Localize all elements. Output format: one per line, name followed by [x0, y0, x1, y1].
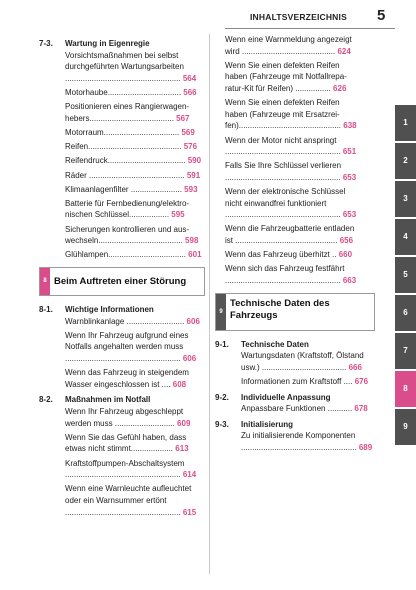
toc-entry-line — [65, 418, 205, 430]
toc-entry-text: Glühlampen................................... — [65, 250, 186, 260]
section-title: Maßnahmen im Notfall — [65, 395, 151, 405]
toc-entry-text: Wenn Ihr Fahrzeug abgeschleppt — [65, 406, 184, 416]
toc-entry-line — [65, 101, 205, 113]
toc-entry-line — [65, 432, 205, 444]
toc-page-number: 595 — [171, 210, 185, 220]
toc-entry-text: haben (Fahrzeuge mit Notfallrepa- — [225, 72, 347, 82]
toc-entry-line — [65, 316, 205, 328]
toc-entry-line — [225, 249, 375, 261]
toc-entry-line — [225, 235, 375, 247]
toc-entry-line — [65, 379, 205, 391]
toc-page-number: 598 — [185, 236, 199, 246]
toc-page-number: 613 — [175, 444, 189, 454]
toc-entry[interactable] — [39, 367, 205, 390]
section-heading — [39, 394, 205, 406]
section-heading — [215, 339, 375, 351]
section-number: 9-2. — [215, 392, 229, 402]
section-number: 9-1. — [215, 339, 229, 349]
toc-page-number: 653 — [342, 210, 357, 220]
toc-entry-text: Reifen.......................................... — [65, 142, 182, 152]
chapter-tab-6[interactable]: 6 — [395, 295, 416, 331]
toc-page-number: 593 — [184, 184, 198, 194]
section-number: 9-3. — [215, 419, 229, 429]
toc-entry-line — [65, 155, 205, 167]
toc-entry-line — [65, 198, 205, 210]
toc-entry-line — [225, 46, 375, 58]
toc-entry-text: Wenn der Motor nicht anspringt — [225, 135, 337, 145]
toc-entry-text: Zu initialisierende Komponenten — [241, 431, 356, 441]
toc-entry-text: Wenn Sie einen defekten Reifen — [225, 60, 340, 70]
section-heading — [39, 304, 205, 316]
chapter-tab-5[interactable]: 5 — [395, 257, 416, 293]
toc-entry-line — [65, 353, 205, 365]
toc-entry[interactable] — [39, 316, 205, 328]
toc-entry-line — [225, 186, 375, 198]
toc-entry-line — [65, 367, 205, 379]
chapter-title: Beim Auftreten einer Störung — [54, 276, 187, 288]
toc-entry-line — [225, 71, 375, 83]
toc-group — [215, 430, 375, 453]
toc-entry-line — [241, 430, 375, 442]
toc-entry[interactable] — [215, 376, 375, 388]
chapter-heading[interactable] — [39, 267, 205, 296]
toc-entry[interactable] — [39, 458, 205, 481]
toc-entry-text: .................................................... — [65, 354, 181, 363]
chapter-title — [230, 298, 370, 322]
toc-entry[interactable] — [39, 101, 205, 124]
toc-entry-text: Sicherungen kontrollieren und aus- — [65, 224, 190, 234]
toc-entry-line — [225, 109, 375, 121]
chapter-heading[interactable] — [215, 293, 375, 331]
toc-page-number: 566 — [183, 87, 197, 97]
toc-entry[interactable] — [215, 34, 375, 57]
toc-entry-text: Warnblinkanlage .......................... — [65, 316, 185, 326]
toc-page-number: 638 — [343, 121, 357, 131]
toc-entry-text: .................................................... — [225, 147, 341, 157]
toc-entry-line — [65, 184, 205, 196]
toc-entry[interactable] — [215, 160, 375, 183]
toc-entry-line — [241, 362, 375, 374]
chapter-tab-3[interactable]: 3 — [395, 181, 416, 217]
toc-entry-text: Wasser eingeschlossen ist .... — [65, 379, 171, 389]
toc-entry-line — [65, 61, 205, 73]
toc-right-column — [215, 34, 375, 456]
toc-entry[interactable] — [39, 184, 205, 196]
toc-entry-text: durchgeführten Wartungsarbeiten — [65, 62, 184, 72]
toc-entry-line — [65, 127, 205, 139]
toc-page-number: 608 — [172, 379, 187, 389]
toc-entry-text: Wenn Ihr Fahrzeug aufgrund eines — [65, 330, 189, 340]
toc-page-number: 576 — [183, 142, 198, 152]
toc-entry-text: nicht einwandfrei funktioniert — [225, 198, 327, 208]
section-title: Wichtige Informationen — [65, 305, 154, 315]
toc-entry-text: .................................................... — [225, 210, 341, 220]
chapter-badge: 9 — [216, 294, 226, 330]
toc-entry[interactable] — [39, 87, 205, 99]
toc-entry-text: Räder ........................................... — [65, 170, 185, 180]
toc-entry-line — [225, 34, 375, 46]
toc-page-number: 601 — [188, 250, 202, 260]
toc-entry-line — [241, 350, 375, 362]
toc-entry-line — [65, 406, 205, 418]
chapter-tabs — [395, 105, 416, 447]
section-number: 8-1. — [39, 305, 53, 315]
toc-entry-line — [65, 170, 205, 182]
toc-page-number: 606 — [182, 354, 197, 363]
toc-entry-text: .................................................... — [241, 442, 357, 452]
toc-entry-text: wird .......................................... — [225, 46, 336, 56]
toc-entry-line — [225, 198, 375, 210]
toc-entry[interactable] — [39, 127, 205, 139]
toc-entry-text: ratur-Kit für Reifen) ................ — [225, 83, 331, 93]
toc-entry[interactable] — [39, 50, 205, 85]
toc-page-number: 663 — [342, 276, 357, 286]
section-number: 8-2. — [39, 395, 53, 405]
toc-page-number: 624 — [337, 46, 351, 56]
toc-entry-line — [65, 50, 205, 62]
section-title: Initialisierung — [241, 419, 294, 429]
toc-group — [39, 50, 205, 261]
toc-entry-text: ist .............................................. — [225, 236, 338, 246]
toc-entry-line — [225, 146, 375, 158]
page-number: 5 — [377, 7, 386, 24]
toc-entry-line — [65, 209, 205, 221]
toc-entry[interactable] — [39, 432, 205, 455]
toc-entry-text: Wenn eine Warnmeldung angezeigt — [225, 35, 352, 44]
toc-entry[interactable] — [39, 141, 205, 153]
toc-page-number: 567 — [176, 113, 190, 123]
toc-entry[interactable] — [215, 350, 375, 373]
toc-entry-line — [65, 341, 205, 353]
toc-page-number: 615 — [182, 507, 197, 517]
toc-entry-line — [225, 120, 375, 132]
toc-entry[interactable] — [39, 483, 205, 518]
toc-entry-line — [225, 209, 375, 221]
toc-entry-text: nischen Schlüssel.................. — [65, 210, 170, 220]
toc-entry-text: Falls Sie Ihre Schlüssel verlieren — [225, 161, 342, 171]
chapter-tab-9[interactable]: 9 — [395, 409, 416, 445]
toc-entry-line — [225, 263, 375, 275]
toc-entry-line — [65, 469, 205, 481]
toc-page-number: 614 — [182, 470, 197, 480]
toc-entry-text: .................................................... — [65, 470, 181, 480]
toc-page-number: 666 — [348, 362, 362, 372]
toc-entry[interactable] — [39, 170, 205, 182]
toc-entry[interactable] — [39, 198, 205, 221]
toc-entry-text: usw.) ...................................... — [241, 362, 347, 372]
toc-entry[interactable] — [215, 430, 375, 453]
toc-entry-text: Vorsichtsmaßnahmen bei selbst — [65, 50, 179, 60]
toc-entry-line — [65, 141, 205, 153]
toc-group — [215, 403, 375, 415]
toc-entry[interactable] — [39, 406, 205, 429]
toc-entry-text: fen).............................................. — [225, 121, 342, 131]
section-heading — [215, 392, 375, 404]
toc-page-number: 569 — [181, 127, 195, 137]
toc-page-number: 590 — [187, 156, 202, 166]
header-title: INHALTSVERZEICHNIS — [250, 12, 347, 22]
toc-entry-text: .................................................... — [225, 172, 341, 182]
toc-entry-text: haben (Fahrzeuge mit Ersatzrei- — [225, 109, 340, 119]
toc-page-number: 564 — [182, 73, 197, 83]
toc-entry-line — [225, 172, 375, 184]
toc-entry[interactable] — [215, 186, 375, 221]
toc-entry-line — [225, 275, 375, 287]
toc-entry-text: wechseln...................................... — [65, 236, 183, 246]
toc-entry-line — [65, 224, 205, 236]
toc-entry-text: etwas nicht stimmt................... — [65, 444, 174, 454]
toc-page-number: 678 — [354, 404, 368, 414]
chapter-tab-4[interactable]: 4 — [395, 219, 416, 255]
toc-entry-text: Wenn eine Warnleuchte aufleuchtet — [65, 484, 192, 494]
toc-page-number: 676 — [354, 377, 369, 386]
toc-entry-line — [225, 97, 375, 109]
toc-entry-line — [65, 113, 205, 125]
section-number: 7-3. — [39, 39, 53, 48]
toc-entry-line — [65, 507, 205, 519]
toc-entry-text: werden muss ........................... — [65, 418, 175, 428]
toc-entry-line — [225, 223, 375, 235]
chapter-title-line: Technische Daten des — [230, 297, 330, 309]
chapter-tab-8[interactable]: 8 — [395, 371, 416, 407]
toc-group — [39, 406, 205, 518]
toc-entry-text: Positionieren eines Rangierwagen- — [65, 102, 190, 112]
toc-entry-text: .................................................... — [65, 73, 181, 83]
toc-entry[interactable] — [39, 224, 205, 247]
toc-entry-line — [65, 495, 205, 507]
toc-entry-text: Motorraum.................................. — [65, 127, 180, 137]
toc-entry-text: Kraftstoffpumpen-Abschaltsystem — [65, 458, 185, 468]
toc-entry-text: Wenn die Fahrzeugbatterie entladen — [225, 224, 355, 234]
section-title: Wartung in Eigenregie — [65, 39, 150, 48]
toc-entry-line — [65, 235, 205, 247]
toc-entry-line — [241, 376, 375, 388]
toc-entry[interactable] — [39, 330, 205, 365]
toc-page-number: 689 — [358, 442, 373, 452]
toc-entry[interactable] — [215, 403, 375, 415]
toc-page-number: 609 — [177, 418, 191, 428]
toc-entry[interactable] — [215, 97, 375, 132]
toc-entry-line — [225, 83, 375, 95]
toc-entry-text: Notfalls angehalten werden muss — [65, 342, 184, 352]
chapter-tab-7[interactable]: 7 — [395, 333, 416, 369]
toc-entry-text: Anpassbare Funktionen ........... — [241, 404, 353, 414]
chapter-tab-2[interactable]: 2 — [395, 143, 416, 179]
toc-entry-line — [225, 160, 375, 172]
toc-page-number: 660 — [338, 250, 353, 260]
section-heading — [215, 419, 375, 431]
toc-entry-line — [65, 249, 205, 261]
toc-entry-text: .................................................... — [225, 276, 341, 286]
toc-page-number: 626 — [333, 83, 347, 93]
toc-entry[interactable] — [39, 249, 205, 261]
column-divider — [209, 34, 210, 574]
toc-page-number: 606 — [186, 316, 200, 326]
toc-entry[interactable] — [39, 155, 205, 167]
toc-entry-text: Batterie für Fernbedienung/elektro- — [65, 198, 190, 208]
toc-entry-text: Informationen zum Kraftstoff .... — [241, 377, 353, 386]
toc-entry-line — [225, 135, 375, 147]
toc-group — [215, 34, 375, 287]
toc-entry-text: hebers...................................... — [65, 113, 174, 123]
toc-entry[interactable] — [215, 60, 375, 95]
toc-entry-text: Reifendruck................................... — [65, 156, 186, 166]
toc-entry-text: Wartungsdaten (Kraftstoff, Ölstand — [241, 351, 364, 361]
chapter-tab-1[interactable]: 1 — [395, 105, 416, 141]
toc-entry-text: Wenn das Fahrzeug überhitzt .. — [225, 250, 337, 260]
toc-entry-line — [65, 330, 205, 342]
toc-entry[interactable] — [215, 223, 375, 246]
toc-entry-text: Wenn der elektronische Schlüssel — [225, 187, 346, 197]
section-title: Technische Daten — [241, 339, 309, 349]
toc-group — [39, 316, 205, 391]
toc-entry-line — [65, 483, 205, 495]
toc-entry-text: .................................................... — [65, 507, 181, 517]
header-rule — [225, 28, 395, 29]
toc-entry-line — [225, 60, 375, 72]
toc-entry-text: Wenn sich das Fahrzeug festfährt — [225, 264, 345, 274]
toc-page-number: 591 — [186, 170, 201, 180]
toc-entry[interactable] — [215, 135, 375, 158]
toc-page-number: 651 — [342, 147, 357, 157]
chapter-badge: 8 — [40, 268, 50, 295]
toc-entry-text: Wenn Sie das Gefühl haben, dass — [65, 432, 187, 442]
toc-page-number: 656 — [339, 236, 354, 246]
toc-entry-line — [65, 443, 205, 455]
toc-entry-line — [65, 73, 205, 85]
toc-entry-text: oder ein Warnsummer ertönt — [65, 495, 167, 505]
section-heading — [39, 38, 205, 50]
toc-entry-line — [241, 442, 375, 454]
toc-entry-line — [241, 403, 375, 415]
toc-entry-line — [65, 87, 205, 99]
toc-entry[interactable] — [215, 249, 375, 261]
toc-entry-line — [65, 458, 205, 470]
toc-entry-text: Wenn das Fahrzeug in steigendem — [65, 368, 189, 378]
toc-group — [215, 350, 375, 387]
toc-page-number: 653 — [342, 172, 357, 182]
chapter-title-line: Fahrzeugs — [230, 309, 278, 321]
toc-left-column — [39, 34, 205, 521]
toc-entry-text: Motorhaube................................. — [65, 87, 182, 97]
toc-entry-text: Klimaanlagenfilter ....................... — [65, 184, 182, 194]
section-title: Individuelle Anpassung — [241, 392, 331, 402]
toc-entry-text: Wenn Sie einen defekten Reifen — [225, 98, 340, 108]
toc-entry[interactable] — [215, 263, 375, 286]
